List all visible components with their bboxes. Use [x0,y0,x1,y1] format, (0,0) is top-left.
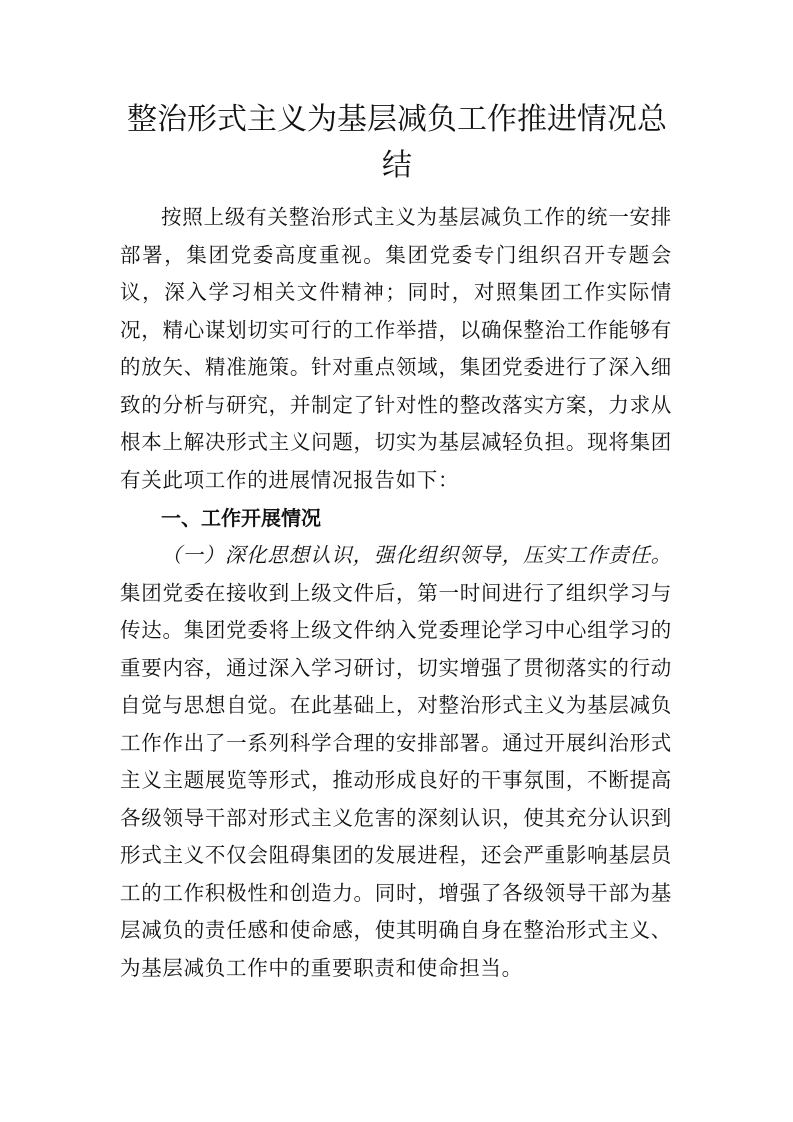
subsection-body: 集团党委在接收到上级文件后，第一时间进行了组织学习与传达。集团党委将上级文件纳入党委理论学习中心组学习的重要内容，通过深入学习研讨，切实增强了贯彻落实的行动自觉与思想自觉。在此基础上，对整治形式主义为基层减负工作作出了一系列科学合理的安排部署。通过开展纠治形式主义主题展览等形式，推动形成良好的干事氛围，不断提高各级领导干部对形式主义危害的深刻认识，使其充分认识到形式主义不仅会阻碍集团的发展进程，还会严重影响基层员工的工作积极性和创造力。同时，增强了各级领导干部为基层减负的责任感和使命感，使其明确自身在整治形式主义、为基层减负工作中的重要职责和使命担当。 [120,580,672,980]
subsection-paragraph [120,537,672,987]
section-heading: 一、工作开展情况 [161,506,321,530]
subsection-heading: （一）深化思想认识，强化组织领导，压实工作责任。 [161,543,672,567]
intro-paragraph: 按照上级有关整治形式主义为基层减负工作的统一安排部署，集团党委高度重视。集团党委专门组织召开专题会议，深入学习相关文件精神；同时，对照集团工作实际情况，精心谋划切实可行的工作举措，以确保整治工作能够有的放矢、精准施策。针对重点领域，集团党委进行了深入细致的分析与研究，并制定了针对性的整改落实方案，力求从根本上解决形式主义问题，切实为基层减轻负担。现将集团有关此项工作的进展情况报告如下： [120,205,672,492]
document-title: 整治形式主义为基层减负工作推进情况总结 [127,102,667,183]
